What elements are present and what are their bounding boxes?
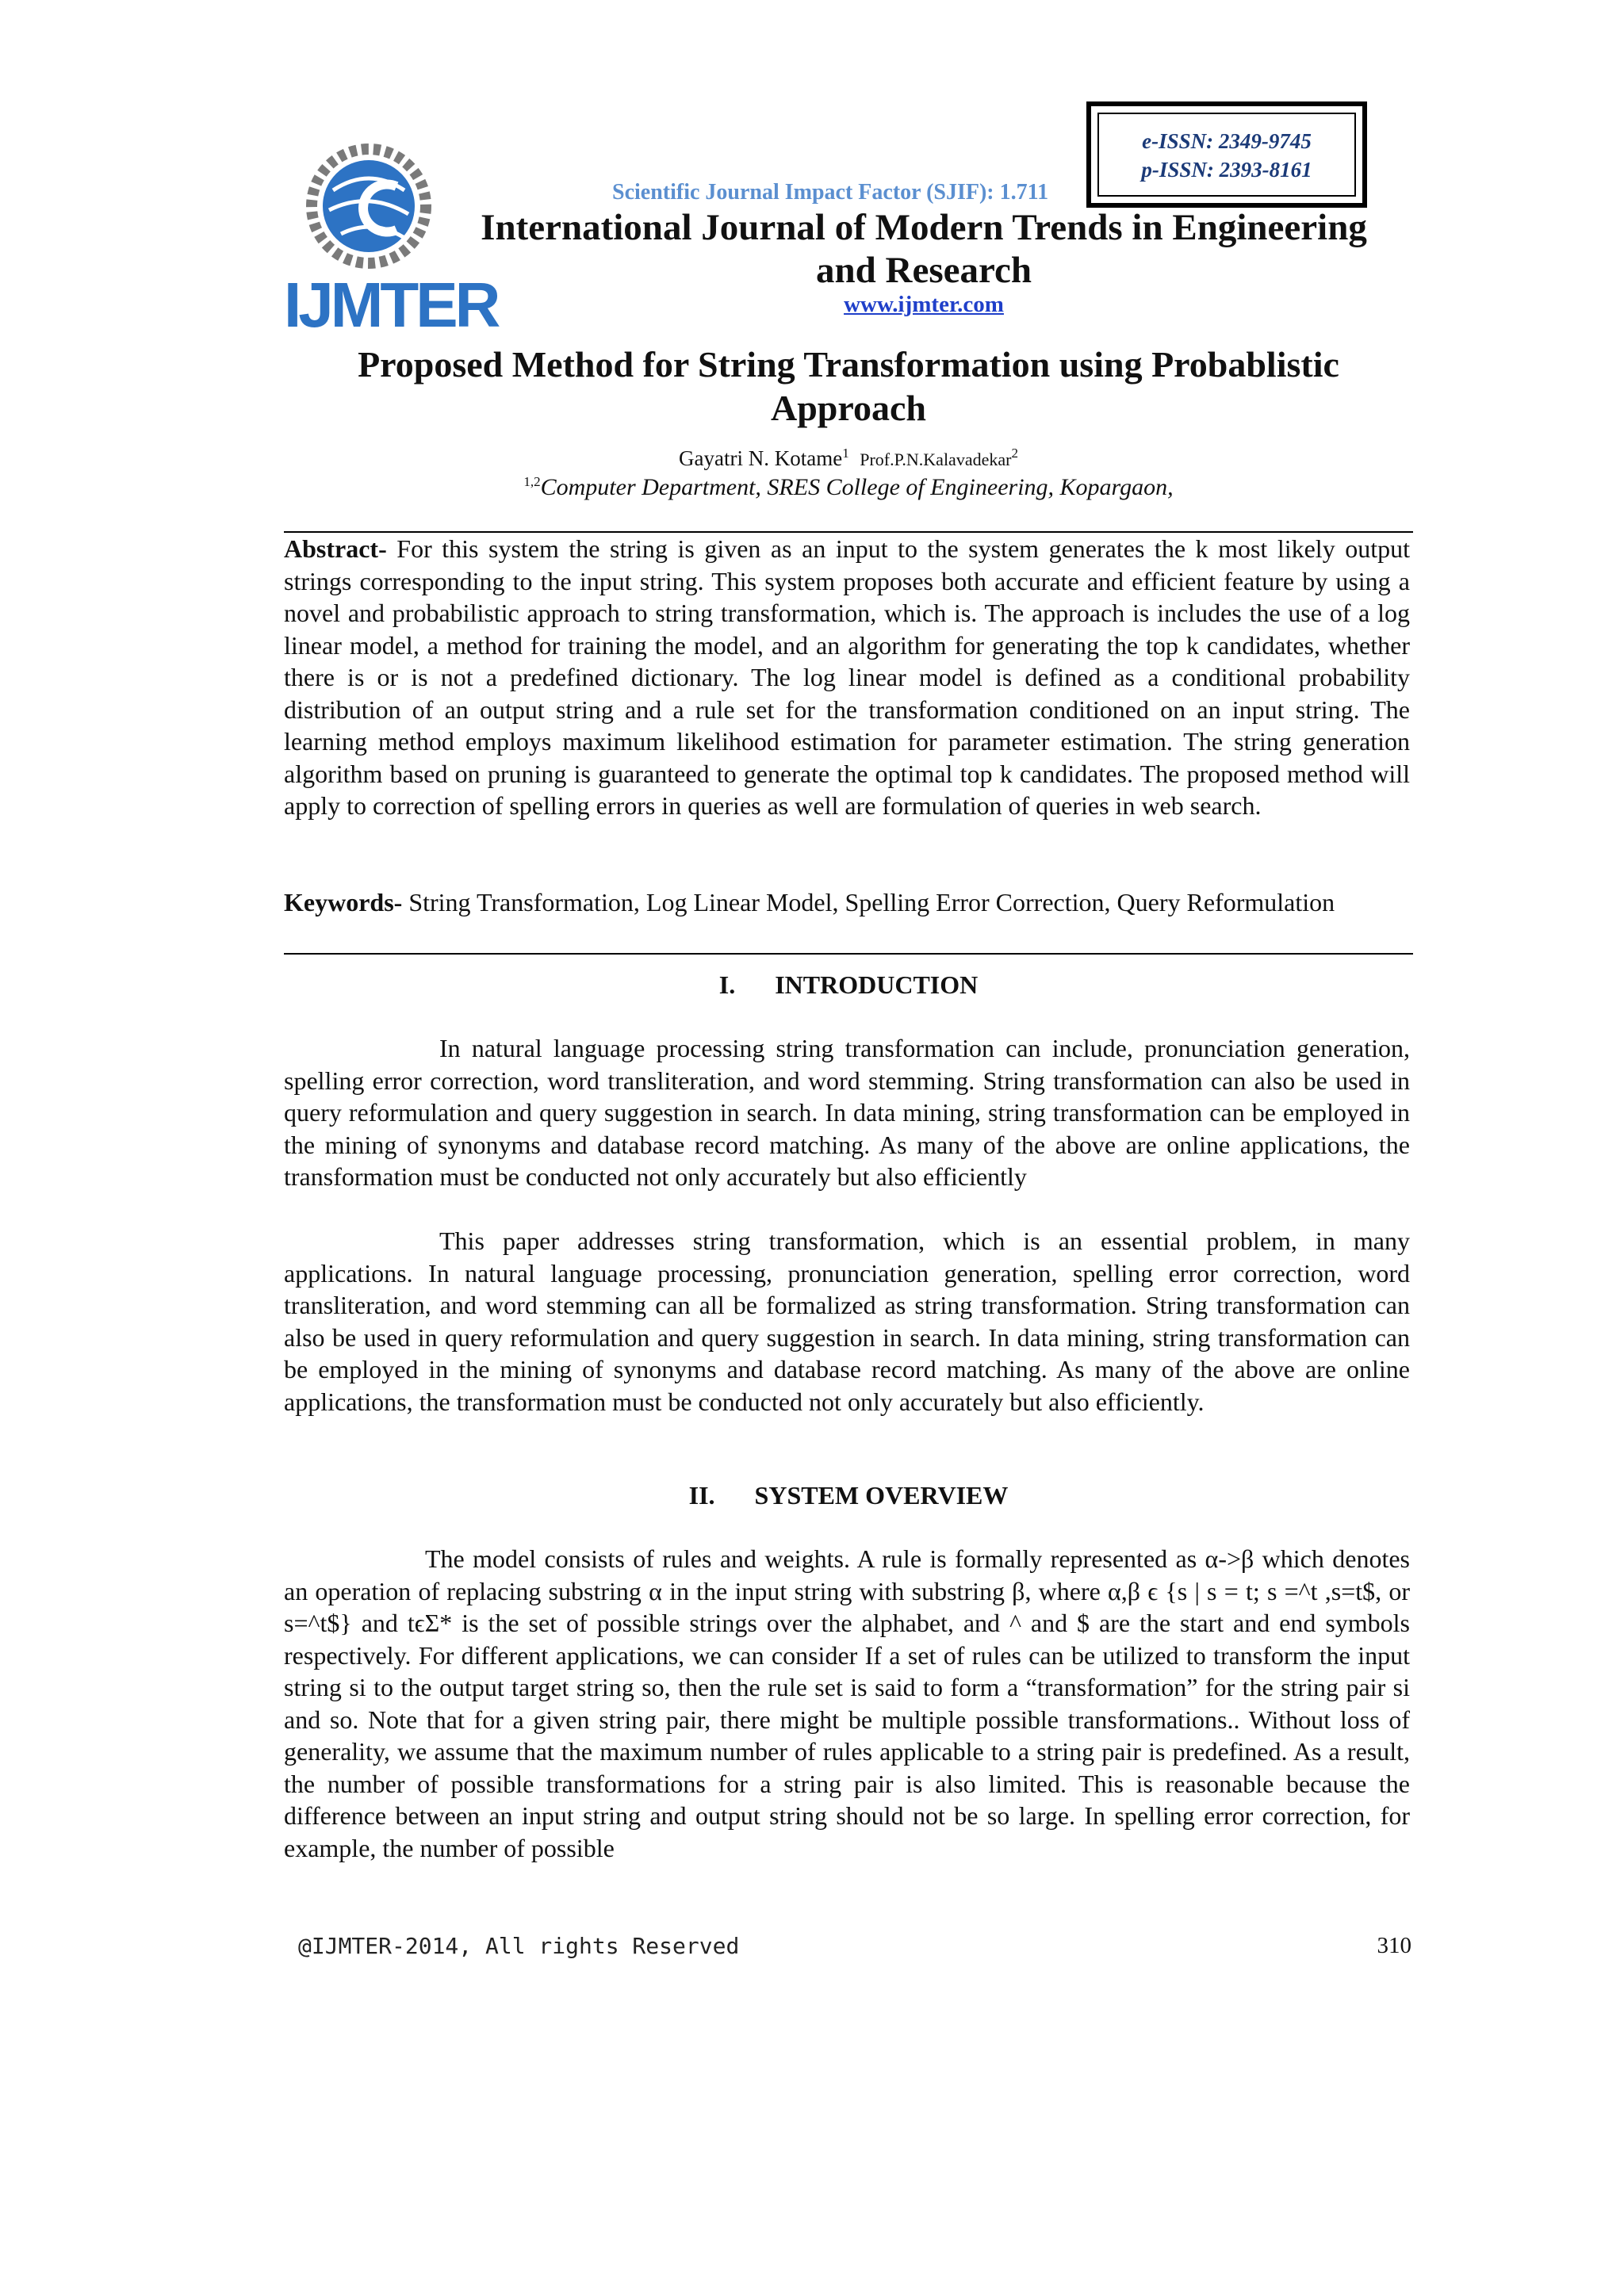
section-number: I. [718,970,736,999]
keywords-label: Keywords- [284,888,403,916]
divider-bottom [284,953,1413,955]
pissn-text: p-ISSN: 2393-8161 [1141,158,1312,182]
overview-paragraph-1: The model consists of rules and weights. A rule is formally represented as α->β which denotes an operation of replacing substring α in the input string with substring β, where α,β ϵ {s | s = t; s =^t ,s=t$, or s=^t$} and tϵΣ* is the set of possible strings over the alphabet, and ^ and $ are the start and end symbols respectively. For different applications, we can consider If a set of rules can be utilized to transform the input string si to the output target string so, then the rule set is said to form a “transformation” for the string pair si and so. Note that for a given string pair, there might be multiple possible transformations.. Without loss of generality, we assume that the maximum number of rules applicable to a string pair is predefined. As a result, the number of possible transformations for a string pair is also limited. This is reasonable because the difference between an input string and output string should not be so large. In spelling error correction, for example, the number of possible [284,1544,1410,1862]
affiliation-sup: 1,2 [523,474,541,489]
keywords-text: String Transformation, Log Linear Model, Spelling Error Correction, Query Reformulation [408,888,1335,916]
issn-box [1086,101,1367,208]
author-2-sup: 2 [1011,446,1018,461]
journal-url-link[interactable]: www.ijmter.com [844,292,1004,317]
page-number: 310 [1377,1933,1411,1958]
paper-title-line1: Proposed Method for String Transformation using Probablistic [358,344,1339,385]
section-heading-introduction [284,970,1413,1000]
journal-title-line2: and Research [816,250,1032,291]
journal-title [468,206,1380,292]
gear-icon [312,149,426,263]
logo-text: IJMTER [284,270,498,340]
affiliation [285,474,1411,501]
abstract-label: Abstract- [284,534,387,563]
abstract [284,533,1410,822]
keywords [284,886,1410,919]
affiliation-text: Computer Department, SRES College of Engineering, Kopargaon, [540,474,1174,500]
footer-copyright: @IJMTER-2014, All rights Reserved [298,1933,740,1959]
authors [285,446,1411,471]
paper-title-line2: Approach [771,388,926,428]
author-1: Gayatri N. Kotame [679,446,843,470]
section-title: INTRODUCTION [775,970,979,999]
paper-title [285,342,1411,430]
sjif-impact-factor: Scientific Journal Impact Factor (SJIF): 1.711 [612,180,1049,205]
intro-paragraph-1: In natural language processing string transformation can include, pronunciation generation, spelling error correction, word transliteration, and word stemming. String transformation can also be used in query reformulation and query suggestion in search. In data mining, string transformation can be employed in the mining of synonyms and database record matching. As many of the above are online applications, the transformation must be conducted not only accurately but also efficiently [284,1034,1410,1191]
journal-title-line1: International Journal of Modern Trends in Engineering [481,207,1367,248]
author-1-sup: 1 [842,446,849,461]
section-number: II. [688,1481,715,1510]
eissn-text: e-ISSN: 2349-9745 [1142,129,1312,153]
author-2: Prof.P.N.Kalavadekar [860,450,1012,469]
abstract-text: For this system the string is given as an input to the system generates the k most likely output strings corresponding to the input string. This system proposes both accurate and efficient feature by using a novel and probabilistic approach to string transformation, which is. The approach is includes the use of a log linear model, a method for training the model, and an algorithm for generating the top k candidates, whether there is or is not a predefined dictionary. The log linear model is defined as a conditional probability distribution of an output string and a rule set for the transformation conditioned on an input string. The learning method employs maximum likelihood estimation for parameter estimation. The string generation algorithm based on pruning is guaranteed to generate the optimal top k candidates. The proposed method will apply to correction of spelling errors in queries as well are formulation of queries in web search. [284,534,1411,820]
section-heading-system-overview [284,1481,1413,1510]
intro-paragraph-2: This paper addresses string transformation, which is an essential problem, in many applications. In natural language processing, pronunciation generation, spelling error correction, word transliteration, and word stemming can all be formalized as string transformation. String transformation can also be used in query reformulation and query suggestion in search. In data mining, string transformation can be employed in the mining of synonyms and database record matching. As many of the above are online applications, the transformation must be conducted not only accurately but also efficiently. [284,1226,1410,1416]
section-title: SYSTEM OVERVIEW [754,1481,1009,1510]
issn-inner-frame [1097,113,1356,197]
